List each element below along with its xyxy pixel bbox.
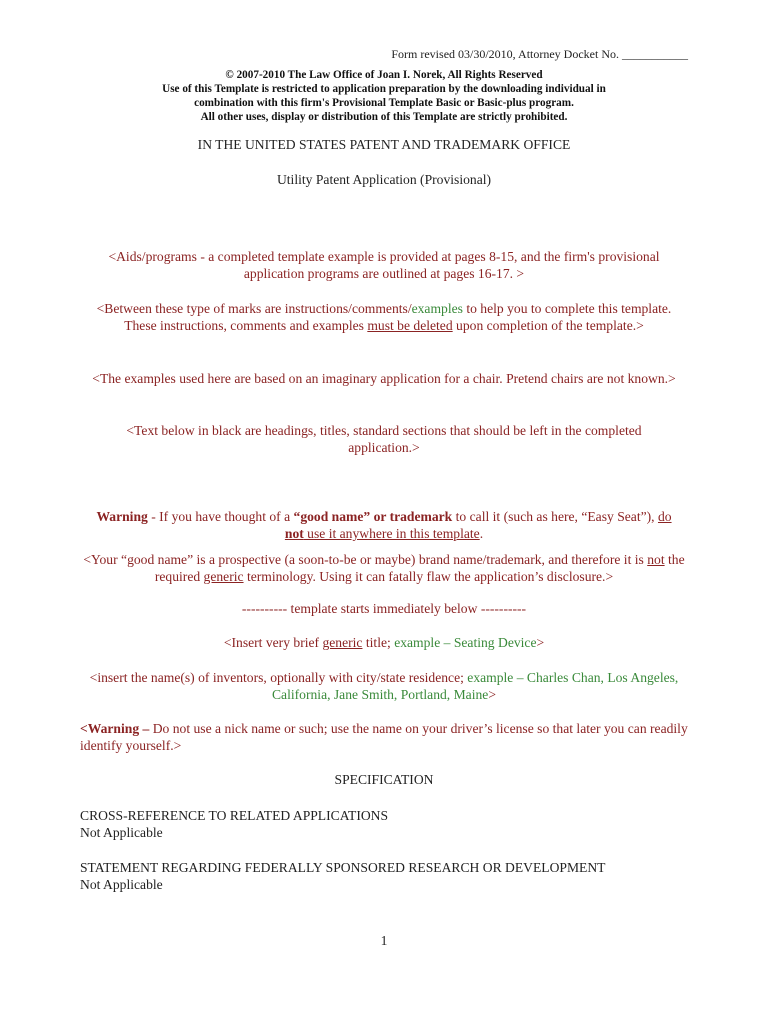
text: examples [411, 301, 463, 316]
text: must be deleted [367, 318, 453, 333]
application-type: Utility Patent Application (Provisional) [276, 172, 492, 187]
text: not [647, 552, 665, 567]
text: terminology. Using it can fatally flaw the application’s disclosure.> [243, 569, 614, 584]
page-number: 1 [380, 933, 388, 948]
text: Do not use a nick name or such; use the name on your driver’s license so that later you can readily identify yourself.> [80, 721, 688, 753]
text: “good name” or trademark [293, 509, 453, 524]
black-text-note: <Text below in black are headings, titles, standard sections that should be left in the completed application.> [126, 423, 642, 455]
federal-research-section [80, 859, 688, 893]
text: < [80, 721, 88, 736]
text: <insert the name(s) of inventors, optionally with city/state residence; [89, 670, 468, 685]
text: not [284, 526, 304, 541]
section-heading: STATEMENT REGARDING FEDERALLY SPONSORED RESEARCH OR DEVELOPMENT [80, 860, 606, 875]
examples-note: <The examples used here are based on an imaginary application for a chair. Pretend chairs are not known.> [92, 371, 676, 386]
text: title; [362, 635, 395, 650]
copyright: © 2007-2010 The Law Office of Joan I. Norek, All Rights Reserved [225, 69, 543, 81]
form-revised: Form revised 03/30/2010, Attorney Docket No. ___________ [391, 47, 688, 61]
section-value: Not Applicable [80, 877, 163, 892]
good-name-note [80, 551, 688, 585]
text: the required [154, 552, 685, 584]
section-heading: CROSS-REFERENCE TO RELATED APPLICATIONS [80, 808, 389, 823]
instructions-note [80, 300, 688, 334]
template-start: ---------- template starts immediately below ---------- [241, 601, 527, 616]
text: example – Charles Chan, Los Angeles, California, Jane Smith, Portland, Maine [271, 670, 679, 702]
warning-good-name [80, 508, 688, 542]
text: example – Seating Device [394, 635, 537, 650]
title-note [80, 634, 688, 651]
text: use it anywhere in this template [303, 526, 480, 541]
copyright-block [80, 68, 688, 124]
section-value: Not Applicable [80, 825, 163, 840]
restriction-line: Use of this Template is restricted to application preparation by the downloading individual in [162, 83, 606, 95]
text: to call it (such as here, “Easy Seat”), [452, 509, 658, 524]
warning-nickname [80, 720, 688, 754]
office-heading: IN THE UNITED STATES PATENT AND TRADEMARK OFFICE [197, 137, 571, 152]
text: <Between these type of marks are instructions/comments/ [96, 301, 412, 316]
text: Warning [96, 509, 148, 524]
restriction-line: combination with this firm's Provisional Template Basic or Basic-plus program. [194, 97, 574, 109]
text: do [657, 509, 672, 524]
text: to help you to complete this template. These instructions, comments and examples [124, 301, 672, 333]
inventors-note [80, 669, 688, 703]
text: Warning – [87, 721, 150, 736]
text: > [488, 687, 496, 702]
text: generic [203, 569, 244, 584]
text: upon completion of the template.> [452, 318, 644, 333]
text: <Insert very brief [223, 635, 323, 650]
text: - If you have thought of a [147, 509, 294, 524]
text: generic [322, 635, 363, 650]
text: > [536, 635, 545, 650]
restriction-line: All other uses, display or distribution of this Template are strictly prohibited. [200, 111, 568, 123]
cross-reference-section [80, 807, 688, 841]
aids-note: <Aids/programs - a completed template example is provided at pages 8-15, and the firm's provisional application programs are outlined at pages 16-17. > [108, 249, 660, 281]
specification-heading: SPECIFICATION [334, 772, 434, 787]
text: . [479, 526, 484, 541]
text: <Your “good name” is a prospective (a soon-to-be or maybe) brand name/trademark, and therefore it is [83, 552, 648, 567]
